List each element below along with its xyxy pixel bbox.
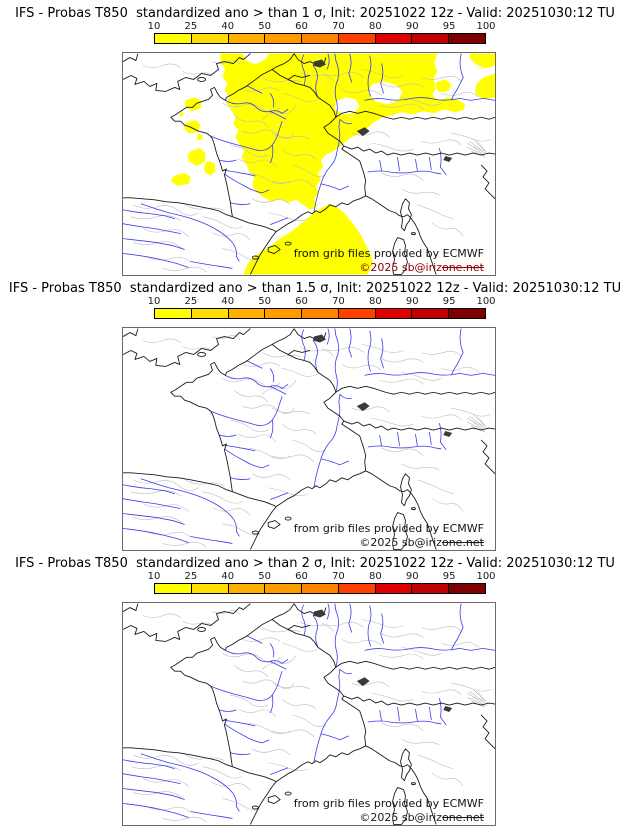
colorbar-segment: [302, 34, 339, 43]
copyright-struck-part: one.net: [441, 261, 484, 274]
colorbar-tick-label: 90: [405, 571, 419, 582]
colorbar-segment: [192, 34, 229, 43]
colorbar-segment: [265, 584, 302, 593]
map-canvas: [122, 602, 496, 826]
colorbar-tick-label: 25: [184, 571, 198, 582]
colorbar-tick-label: 100: [476, 21, 496, 32]
colorbar-segment: [339, 584, 376, 593]
colorbar-segment: [265, 34, 302, 43]
europe-map-graphic: [123, 603, 495, 825]
colorbar-bar: [154, 583, 486, 594]
colorbar-ticks: [147, 21, 496, 33]
colorbar-tick-label: 40: [221, 571, 235, 582]
colorbar-segment: [302, 584, 339, 593]
colorbar-tick-label: 10: [147, 571, 161, 582]
colorbar-tick-label: 40: [221, 296, 235, 307]
copyright-text: [359, 262, 484, 274]
copyright-prefix: ©2025 sb@iriz: [359, 261, 442, 274]
colorbar-tick-label: 70: [332, 21, 345, 32]
colorbar-segment: [192, 309, 229, 318]
copyright-prefix: ©2025 sb@iriz: [359, 811, 442, 824]
copyright-text: [359, 812, 484, 824]
colorbar-segment: [155, 34, 192, 43]
forecast-panel-sigma-1-5: [0, 281, 630, 551]
colorbar-segment: [229, 309, 266, 318]
colorbar-segment: [339, 309, 376, 318]
colorbar-segment: [376, 309, 413, 318]
forecast-panel-sigma-2: [0, 556, 630, 826]
map-canvas: [122, 327, 496, 551]
colorbar-tick-label: 40: [221, 21, 235, 32]
colorbar-tick-label: 10: [147, 296, 161, 307]
colorbar-tick-label: 90: [405, 21, 419, 32]
colorbar-tick-label: 80: [368, 571, 382, 582]
colorbar-tick-label: 60: [295, 296, 308, 307]
copyright-text: [359, 537, 484, 549]
colorbar-tick-label: 70: [332, 296, 345, 307]
colorbar-segment: [229, 584, 266, 593]
colorbar-tick-label: 60: [295, 21, 308, 32]
colorbar-tick-label: 50: [258, 21, 272, 32]
europe-map-graphic: [123, 53, 495, 275]
colorbar-tick-label: 95: [442, 296, 456, 307]
colorbar-segment: [376, 584, 413, 593]
colorbar-bar: [154, 33, 486, 44]
colorbar-tick-label: 10: [147, 21, 161, 32]
basemap-layer: [123, 604, 495, 825]
colorbar-segment: [449, 34, 485, 43]
colorbar-segment: [412, 34, 449, 43]
colorbar: [147, 296, 496, 319]
colorbar-tick-label: 100: [476, 571, 496, 582]
basemap-layer: [123, 329, 495, 550]
colorbar-segment: [376, 34, 413, 43]
colorbar-segment: [302, 309, 339, 318]
ecmwf-credit-text: from grib files provided by ECMWF: [293, 247, 484, 260]
panel-title: IFS - Probas T850 standardized ano > than 2 σ, Init: 20251022 12z - Valid: 20251030:12 TU: [15, 556, 615, 571]
map-canvas: [122, 52, 496, 276]
colorbar-bar: [154, 308, 486, 319]
copyright-struck-part: one.net: [441, 811, 484, 824]
colorbar-tick-label: 95: [442, 571, 456, 582]
colorbar-tick-label: 100: [476, 296, 496, 307]
colorbar-tick-label: 25: [184, 296, 198, 307]
colorbar-tick-label: 60: [295, 571, 308, 582]
colorbar-tick-label: 50: [258, 571, 272, 582]
colorbar-tick-label: 70: [332, 571, 345, 582]
colorbar-ticks: [147, 296, 496, 308]
europe-map-graphic: [123, 328, 495, 550]
colorbar-tick-label: 90: [405, 296, 419, 307]
panel-title: IFS - Probas T850 standardized ano > than 1.5 σ, Init: 20251022 12z - Valid: 20251030:12 TU: [8, 281, 622, 296]
colorbar: [147, 21, 496, 44]
colorbar-segment: [155, 584, 192, 593]
ecmwf-credit-text: from grib files provided by ECMWF: [293, 522, 484, 535]
copyright-struck-part: one.net: [441, 536, 484, 549]
forecast-panel-sigma-1: [0, 6, 630, 276]
colorbar-segment: [192, 584, 229, 593]
colorbar-tick-label: 25: [184, 21, 198, 32]
colorbar-tick-label: 80: [368, 296, 382, 307]
colorbar-segment: [412, 309, 449, 318]
colorbar-segment: [412, 584, 449, 593]
colorbar-segment: [229, 34, 266, 43]
copyright-prefix: ©2025 sb@iriz: [359, 536, 442, 549]
colorbar-ticks: [147, 571, 496, 583]
colorbar: [147, 571, 496, 594]
colorbar-segment: [339, 34, 376, 43]
colorbar-segment: [449, 584, 485, 593]
colorbar-tick-label: 50: [258, 296, 272, 307]
colorbar-tick-label: 95: [442, 21, 456, 32]
colorbar-segment: [449, 309, 485, 318]
panel-title: IFS - Probas T850 standardized ano > than 1 σ, Init: 20251022 12z - Valid: 20251030:12 TU: [15, 6, 615, 21]
colorbar-tick-label: 80: [368, 21, 382, 32]
colorbar-segment: [155, 309, 192, 318]
colorbar-segment: [265, 309, 302, 318]
ecmwf-credit-text: from grib files provided by ECMWF: [293, 797, 484, 810]
